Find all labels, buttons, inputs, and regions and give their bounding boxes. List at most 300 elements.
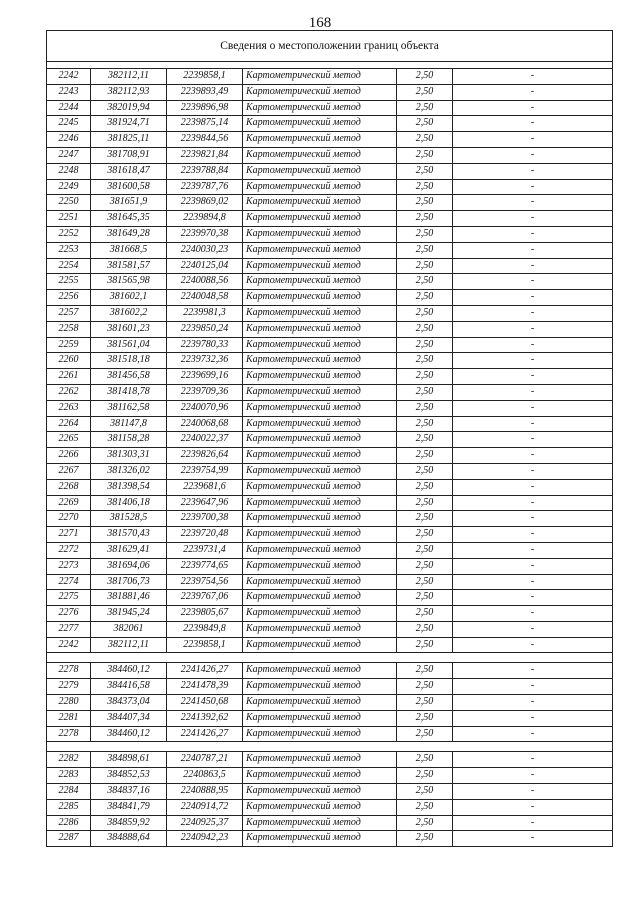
- cell-accuracy: 2,50: [397, 274, 453, 290]
- cell-coordinate-x: 384373,04: [91, 695, 167, 711]
- cell-coordinate-y: 2239720,48: [167, 527, 243, 543]
- cell-method: Картометрический метод: [243, 305, 397, 321]
- cell-accuracy: 2,50: [397, 574, 453, 590]
- cell-coordinate-x: 382019,94: [91, 100, 167, 116]
- cell-note: -: [453, 815, 613, 831]
- cell-coordinate-x: 381649,28: [91, 226, 167, 242]
- cell-accuracy: 2,50: [397, 432, 453, 448]
- cell-accuracy: 2,50: [397, 752, 453, 768]
- cell-point-number: 2281: [47, 710, 91, 726]
- cell-coordinate-x: 381945,24: [91, 606, 167, 622]
- cell-accuracy: 2,50: [397, 527, 453, 543]
- cell-accuracy: 2,50: [397, 663, 453, 679]
- cell-coordinate-x: 384898,61: [91, 752, 167, 768]
- cell-accuracy: 2,50: [397, 147, 453, 163]
- cell-accuracy: 2,50: [397, 116, 453, 132]
- table-row: [47, 242, 613, 258]
- cell-accuracy: 2,50: [397, 384, 453, 400]
- table-row: [47, 710, 613, 726]
- cell-method: Картометрический метод: [243, 606, 397, 622]
- cell-method: Картометрический метод: [243, 132, 397, 148]
- cell-coordinate-y: 2239858,1: [167, 637, 243, 653]
- cell-method: Картометрический метод: [243, 799, 397, 815]
- cell-method: Картометрический метод: [243, 621, 397, 637]
- cell-point-number: 2276: [47, 606, 91, 622]
- cell-coordinate-x: 381651,9: [91, 195, 167, 211]
- cell-method: Картометрический метод: [243, 116, 397, 132]
- cell-coordinate-y: 2240068,68: [167, 416, 243, 432]
- cell-method: Картометрический метод: [243, 710, 397, 726]
- cell-accuracy: 2,50: [397, 784, 453, 800]
- cell-coordinate-x: 381303,31: [91, 448, 167, 464]
- cell-accuracy: 2,50: [397, 726, 453, 742]
- cell-point-number: 2278: [47, 663, 91, 679]
- cell-point-number: 2247: [47, 147, 91, 163]
- cell-coordinate-x: 381694,06: [91, 558, 167, 574]
- cell-accuracy: 2,50: [397, 590, 453, 606]
- cell-accuracy: 2,50: [397, 337, 453, 353]
- cell-coordinate-y: 2239849,8: [167, 621, 243, 637]
- table-row: [47, 432, 613, 448]
- cell-coordinate-y: 2239647,96: [167, 495, 243, 511]
- cell-note: -: [453, 116, 613, 132]
- cell-accuracy: 2,50: [397, 353, 453, 369]
- cell-coordinate-x: 384859,92: [91, 815, 167, 831]
- cell-method: Картометрический метод: [243, 211, 397, 227]
- cell-point-number: 2243: [47, 84, 91, 100]
- table-row: [47, 752, 613, 768]
- cell-coordinate-x: 381668,5: [91, 242, 167, 258]
- cell-accuracy: 2,50: [397, 163, 453, 179]
- table-row: [47, 321, 613, 337]
- cell-point-number: 2242: [47, 637, 91, 653]
- cell-accuracy: 2,50: [397, 242, 453, 258]
- cell-method: Картометрический метод: [243, 432, 397, 448]
- cell-method: Картометрический метод: [243, 558, 397, 574]
- cell-coordinate-y: 2240888,95: [167, 784, 243, 800]
- cell-coordinate-y: 2241450,68: [167, 695, 243, 711]
- cell-note: -: [453, 527, 613, 543]
- cell-coordinate-x: 381456,58: [91, 369, 167, 385]
- cell-coordinate-x: 382061: [91, 621, 167, 637]
- cell-coordinate-x: 381570,43: [91, 527, 167, 543]
- cell-note: -: [453, 542, 613, 558]
- cell-method: Картометрический метод: [243, 163, 397, 179]
- cell-point-number: 2268: [47, 479, 91, 495]
- cell-point-number: 2278: [47, 726, 91, 742]
- cell-note: -: [453, 100, 613, 116]
- cell-accuracy: 2,50: [397, 305, 453, 321]
- cell-point-number: 2254: [47, 258, 91, 274]
- table-row: [47, 663, 613, 679]
- cell-method: Картометрический метод: [243, 384, 397, 400]
- cell-coordinate-x: 381561,04: [91, 337, 167, 353]
- cell-note: -: [453, 606, 613, 622]
- table-row: [47, 305, 613, 321]
- cell-coordinate-y: 2239732,36: [167, 353, 243, 369]
- cell-method: Картометрический метод: [243, 274, 397, 290]
- cell-method: Картометрический метод: [243, 100, 397, 116]
- cell-coordinate-y: 2239805,67: [167, 606, 243, 622]
- cell-coordinate-x: 384841,79: [91, 799, 167, 815]
- cell-coordinate-x: 381406,18: [91, 495, 167, 511]
- coordinates-table: [46, 30, 613, 847]
- cell-coordinate-x: 381706,73: [91, 574, 167, 590]
- cell-coordinate-y: 2239709,36: [167, 384, 243, 400]
- cell-note: -: [453, 274, 613, 290]
- cell-coordinate-y: 2239844,56: [167, 132, 243, 148]
- cell-point-number: 2252: [47, 226, 91, 242]
- cell-coordinate-x: 381326,02: [91, 463, 167, 479]
- cell-coordinate-y: 2241392,62: [167, 710, 243, 726]
- cell-note: -: [453, 416, 613, 432]
- cell-coordinate-y: 2239850,24: [167, 321, 243, 337]
- cell-method: Картометрический метод: [243, 831, 397, 847]
- cell-coordinate-y: 2240030,23: [167, 242, 243, 258]
- cell-note: -: [453, 768, 613, 784]
- cell-accuracy: 2,50: [397, 621, 453, 637]
- cell-note: -: [453, 784, 613, 800]
- table-row: [47, 400, 613, 416]
- cell-accuracy: 2,50: [397, 799, 453, 815]
- cell-coordinate-x: 382112,11: [91, 69, 167, 85]
- cell-note: -: [453, 290, 613, 306]
- cell-accuracy: 2,50: [397, 679, 453, 695]
- cell-coordinate-y: 2240088,56: [167, 274, 243, 290]
- cell-method: Картометрический метод: [243, 784, 397, 800]
- cell-note: -: [453, 831, 613, 847]
- cell-coordinate-y: 2241426,27: [167, 726, 243, 742]
- cell-note: -: [453, 337, 613, 353]
- group-separator-row: [47, 653, 613, 663]
- table-row: [47, 195, 613, 211]
- cell-accuracy: 2,50: [397, 132, 453, 148]
- cell-point-number: 2269: [47, 495, 91, 511]
- cell-point-number: 2246: [47, 132, 91, 148]
- cell-coordinate-x: 381418,78: [91, 384, 167, 400]
- cell-method: Картометрический метод: [243, 511, 397, 527]
- cell-accuracy: 2,50: [397, 606, 453, 622]
- cell-point-number: 2244: [47, 100, 91, 116]
- table-row: [47, 558, 613, 574]
- cell-method: Картометрический метод: [243, 637, 397, 653]
- cell-point-number: 2250: [47, 195, 91, 211]
- cell-coordinate-y: 2239754,56: [167, 574, 243, 590]
- cell-method: Картометрический метод: [243, 768, 397, 784]
- cell-method: Картометрический метод: [243, 527, 397, 543]
- cell-coordinate-x: 381162,58: [91, 400, 167, 416]
- table-row: [47, 495, 613, 511]
- cell-coordinate-y: 2240942,23: [167, 831, 243, 847]
- table-row: [47, 211, 613, 227]
- cell-method: Картометрический метод: [243, 590, 397, 606]
- cell-note: -: [453, 305, 613, 321]
- cell-coordinate-y: 2240070,96: [167, 400, 243, 416]
- table-row: [47, 784, 613, 800]
- table-row: [47, 479, 613, 495]
- cell-accuracy: 2,50: [397, 495, 453, 511]
- cell-accuracy: 2,50: [397, 463, 453, 479]
- cell-method: Картометрический метод: [243, 679, 397, 695]
- cell-method: Картометрический метод: [243, 448, 397, 464]
- cell-coordinate-x: 381602,2: [91, 305, 167, 321]
- cell-point-number: 2248: [47, 163, 91, 179]
- cell-point-number: 2267: [47, 463, 91, 479]
- cell-coordinate-y: 2239894,8: [167, 211, 243, 227]
- cell-coordinate-x: 381708,91: [91, 147, 167, 163]
- cell-method: Картометрический метод: [243, 147, 397, 163]
- cell-coordinate-y: 2239970,38: [167, 226, 243, 242]
- table-row: [47, 290, 613, 306]
- cell-coordinate-x: 381924,71: [91, 116, 167, 132]
- cell-note: -: [453, 663, 613, 679]
- cell-coordinate-x: 381158,28: [91, 432, 167, 448]
- cell-point-number: 2260: [47, 353, 91, 369]
- group-separator-row: [47, 742, 613, 752]
- cell-coordinate-y: 2239681,6: [167, 479, 243, 495]
- cell-coordinate-x: 384837,16: [91, 784, 167, 800]
- cell-note: -: [453, 321, 613, 337]
- table-title-row: [47, 31, 613, 62]
- cell-point-number: 2262: [47, 384, 91, 400]
- cell-note: -: [453, 726, 613, 742]
- table-row: [47, 163, 613, 179]
- cell-point-number: 2284: [47, 784, 91, 800]
- cell-method: Картометрический метод: [243, 321, 397, 337]
- table-row: [47, 258, 613, 274]
- table-row: [47, 69, 613, 85]
- cell-note: -: [453, 132, 613, 148]
- cell-note: -: [453, 479, 613, 495]
- cell-note: -: [453, 147, 613, 163]
- cell-accuracy: 2,50: [397, 179, 453, 195]
- cell-note: -: [453, 384, 613, 400]
- cell-point-number: 2285: [47, 799, 91, 815]
- cell-point-number: 2255: [47, 274, 91, 290]
- cell-coordinate-y: 2239869,02: [167, 195, 243, 211]
- cell-point-number: 2279: [47, 679, 91, 695]
- cell-coordinate-x: 381601,23: [91, 321, 167, 337]
- boundary-coordinates-sheet: [46, 30, 612, 847]
- cell-accuracy: 2,50: [397, 226, 453, 242]
- cell-coordinate-x: 384460,12: [91, 726, 167, 742]
- cell-note: -: [453, 195, 613, 211]
- cell-accuracy: 2,50: [397, 100, 453, 116]
- table-row: [47, 226, 613, 242]
- cell-point-number: 2261: [47, 369, 91, 385]
- cell-note: -: [453, 710, 613, 726]
- table-row: [47, 84, 613, 100]
- cell-accuracy: 2,50: [397, 195, 453, 211]
- cell-note: -: [453, 752, 613, 768]
- cell-accuracy: 2,50: [397, 84, 453, 100]
- cell-coordinate-x: 381398,54: [91, 479, 167, 495]
- cell-point-number: 2256: [47, 290, 91, 306]
- cell-accuracy: 2,50: [397, 831, 453, 847]
- cell-point-number: 2258: [47, 321, 91, 337]
- cell-note: -: [453, 242, 613, 258]
- cell-point-number: 2277: [47, 621, 91, 637]
- cell-coordinate-x: 382112,93: [91, 84, 167, 100]
- table-row: [47, 590, 613, 606]
- cell-coordinate-y: 2239780,33: [167, 337, 243, 353]
- cell-accuracy: 2,50: [397, 258, 453, 274]
- cell-accuracy: 2,50: [397, 416, 453, 432]
- cell-point-number: 2283: [47, 768, 91, 784]
- table-row: [47, 463, 613, 479]
- cell-note: -: [453, 211, 613, 227]
- table-row: [47, 542, 613, 558]
- cell-method: Картометрический метод: [243, 258, 397, 274]
- cell-note: -: [453, 84, 613, 100]
- cell-coordinate-y: 2239787,76: [167, 179, 243, 195]
- cell-accuracy: 2,50: [397, 448, 453, 464]
- cell-method: Картометрический метод: [243, 574, 397, 590]
- cell-coordinate-y: 2240787,21: [167, 752, 243, 768]
- table-row: [47, 606, 613, 622]
- cell-method: Картометрический метод: [243, 726, 397, 742]
- cell-accuracy: 2,50: [397, 321, 453, 337]
- cell-point-number: 2245: [47, 116, 91, 132]
- cell-point-number: 2286: [47, 815, 91, 831]
- table-row: [47, 621, 613, 637]
- cell-point-number: 2273: [47, 558, 91, 574]
- cell-note: -: [453, 432, 613, 448]
- cell-accuracy: 2,50: [397, 710, 453, 726]
- cell-coordinate-y: 2240048,58: [167, 290, 243, 306]
- cell-note: -: [453, 69, 613, 85]
- table-row: [47, 179, 613, 195]
- cell-note: -: [453, 637, 613, 653]
- cell-method: Картометрический метод: [243, 226, 397, 242]
- cell-coordinate-x: 384416,58: [91, 679, 167, 695]
- cell-coordinate-y: 2240914,72: [167, 799, 243, 815]
- cell-coordinate-y: 2239699,16: [167, 369, 243, 385]
- table-row: [47, 799, 613, 815]
- cell-note: -: [453, 558, 613, 574]
- cell-accuracy: 2,50: [397, 400, 453, 416]
- cell-method: Картометрический метод: [243, 84, 397, 100]
- cell-accuracy: 2,50: [397, 815, 453, 831]
- table-row: [47, 574, 613, 590]
- table-row: [47, 637, 613, 653]
- cell-point-number: 2275: [47, 590, 91, 606]
- cell-coordinate-x: 381618,47: [91, 163, 167, 179]
- cell-coordinate-y: 2240925,37: [167, 815, 243, 831]
- section-title: Сведения о местоположении границ объекта: [47, 31, 613, 62]
- cell-method: Картометрический метод: [243, 400, 397, 416]
- cell-method: Картометрический метод: [243, 663, 397, 679]
- cell-method: Картометрический метод: [243, 69, 397, 85]
- table-row: [47, 416, 613, 432]
- cell-note: -: [453, 369, 613, 385]
- cell-coordinate-y: 2239858,1: [167, 69, 243, 85]
- cell-coordinate-y: 2239875,14: [167, 116, 243, 132]
- cell-point-number: 2271: [47, 527, 91, 543]
- table-row: [47, 679, 613, 695]
- cell-coordinate-y: 2239754,99: [167, 463, 243, 479]
- cell-method: Картометрический метод: [243, 479, 397, 495]
- cell-coordinate-x: 384888,64: [91, 831, 167, 847]
- cell-point-number: 2280: [47, 695, 91, 711]
- cell-point-number: 2264: [47, 416, 91, 432]
- cell-method: Картометрический метод: [243, 416, 397, 432]
- table-row: [47, 132, 613, 148]
- cell-method: Картометрический метод: [243, 179, 397, 195]
- cell-note: -: [453, 495, 613, 511]
- cell-point-number: 2251: [47, 211, 91, 227]
- cell-note: -: [453, 226, 613, 242]
- cell-method: Картометрический метод: [243, 752, 397, 768]
- cell-note: -: [453, 353, 613, 369]
- cell-coordinate-y: 2239700,38: [167, 511, 243, 527]
- cell-coordinate-y: 2239731,4: [167, 542, 243, 558]
- cell-accuracy: 2,50: [397, 542, 453, 558]
- cell-note: -: [453, 621, 613, 637]
- table-row: [47, 695, 613, 711]
- cell-coordinate-x: 384852,53: [91, 768, 167, 784]
- cell-method: Картометрический метод: [243, 195, 397, 211]
- cell-accuracy: 2,50: [397, 558, 453, 574]
- cell-accuracy: 2,50: [397, 511, 453, 527]
- cell-coordinate-y: 2240863,5: [167, 768, 243, 784]
- table-row: [47, 511, 613, 527]
- cell-note: -: [453, 448, 613, 464]
- cell-method: Картометрический метод: [243, 242, 397, 258]
- cell-coordinate-x: 381518,18: [91, 353, 167, 369]
- table-row: [47, 337, 613, 353]
- cell-coordinate-y: 2239896,98: [167, 100, 243, 116]
- cell-method: Картометрический метод: [243, 353, 397, 369]
- cell-coordinate-x: 384460,12: [91, 663, 167, 679]
- table-row: [47, 448, 613, 464]
- cell-note: -: [453, 163, 613, 179]
- cell-point-number: 2253: [47, 242, 91, 258]
- cell-point-number: 2270: [47, 511, 91, 527]
- cell-note: -: [453, 590, 613, 606]
- cell-point-number: 2242: [47, 69, 91, 85]
- cell-point-number: 2265: [47, 432, 91, 448]
- cell-coordinate-y: 2239767,06: [167, 590, 243, 606]
- cell-coordinate-y: 2239981,3: [167, 305, 243, 321]
- cell-accuracy: 2,50: [397, 290, 453, 306]
- cell-coordinate-y: 2239893,49: [167, 84, 243, 100]
- cell-note: -: [453, 574, 613, 590]
- table-row: [47, 384, 613, 400]
- cell-coordinate-x: 384407,34: [91, 710, 167, 726]
- cell-coordinate-x: 381881,46: [91, 590, 167, 606]
- cell-coordinate-x: 381147,8: [91, 416, 167, 432]
- cell-point-number: 2282: [47, 752, 91, 768]
- table-row: [47, 527, 613, 543]
- table-row: [47, 274, 613, 290]
- cell-method: Картометрический метод: [243, 290, 397, 306]
- cell-coordinate-x: 381528,5: [91, 511, 167, 527]
- cell-accuracy: 2,50: [397, 69, 453, 85]
- cell-coordinate-y: 2240022,37: [167, 432, 243, 448]
- cell-method: Картометрический метод: [243, 495, 397, 511]
- cell-accuracy: 2,50: [397, 768, 453, 784]
- cell-method: Картометрический метод: [243, 695, 397, 711]
- cell-coordinate-y: 2239788,84: [167, 163, 243, 179]
- cell-method: Картометрический метод: [243, 815, 397, 831]
- cell-coordinate-x: 381825,11: [91, 132, 167, 148]
- table-row: [47, 147, 613, 163]
- cell-point-number: 2259: [47, 337, 91, 353]
- cell-note: -: [453, 463, 613, 479]
- cell-coordinate-x: 381602,1: [91, 290, 167, 306]
- cell-coordinate-y: 2241478,39: [167, 679, 243, 695]
